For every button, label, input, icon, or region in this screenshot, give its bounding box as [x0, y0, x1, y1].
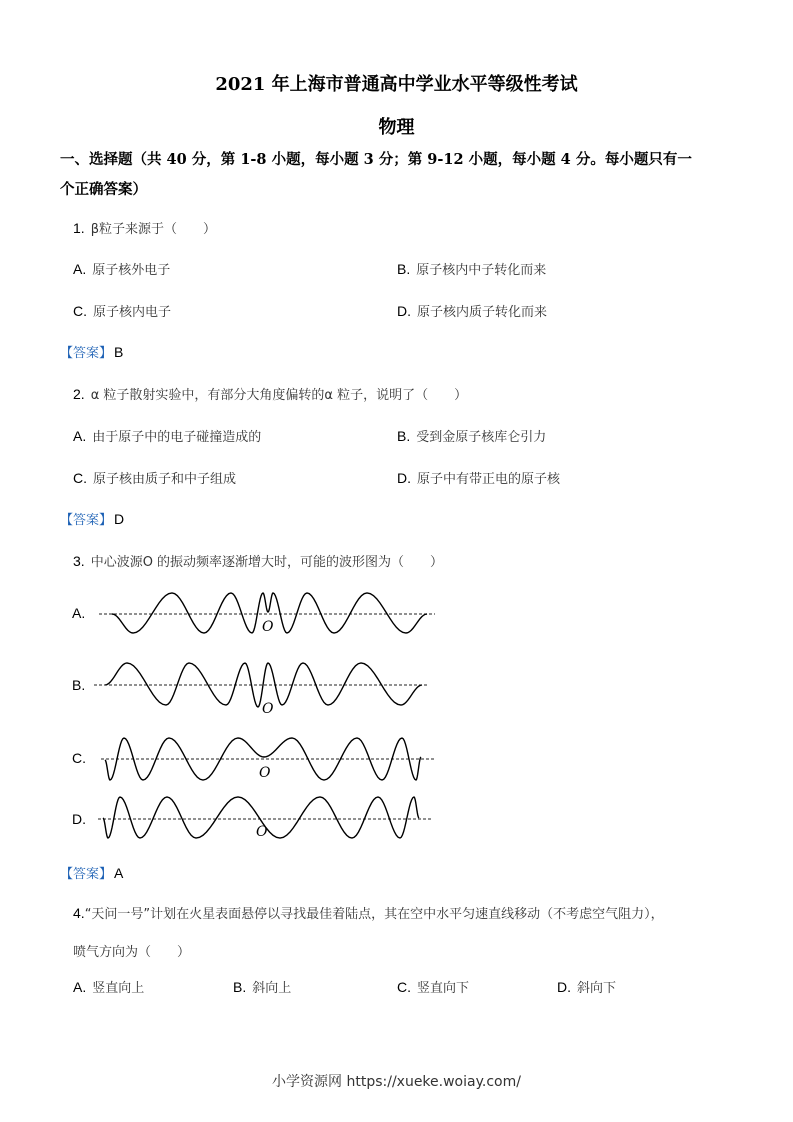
question-number: 1.: [73, 220, 85, 236]
q3-answer: [60, 863, 123, 882]
q4-option-b: [233, 977, 291, 996]
q4-option-c: [397, 977, 469, 996]
option-text: 原子核由质子和中子组成: [93, 472, 237, 487]
question-4-stem-line2: 喷气方向为（ ）: [73, 945, 191, 960]
option-letter: B.: [233, 979, 247, 995]
question-text: “天问一号”计划在火星表面悬停以寻找最佳着陆点，其在空中水平匀速直线移动（不考虑空气阻力），: [84, 907, 664, 922]
question-number: 3.: [73, 553, 85, 569]
option-letter: C.: [73, 470, 87, 486]
figure-label-d: D.: [72, 811, 86, 827]
answer-value: D: [114, 511, 125, 527]
figure-label-c: C.: [72, 750, 86, 766]
option-text: 原子中有带正电的原子核: [417, 472, 561, 487]
question-text: β粒子来源于（ ）: [90, 222, 216, 237]
option-text: 受到金原子核库仑引力: [416, 430, 547, 445]
option-letter: A.: [73, 261, 87, 277]
origin-label-d: O: [256, 824, 268, 840]
option-letter: B.: [397, 261, 411, 277]
figure-label-b: B.: [72, 677, 86, 693]
option-letter: C.: [397, 979, 411, 995]
subject-title: 物理: [378, 117, 415, 138]
option-text: 斜向上: [252, 981, 292, 996]
option-text: 竖直向下: [417, 981, 470, 996]
footer-watermark: 小学资源网 https://xueke.woiay.com/: [272, 1074, 521, 1090]
option-text: 由于原子中的电子碰撞造成的: [92, 430, 262, 445]
option-text: 原子核内电子: [93, 305, 172, 320]
question-text: 中心波源O 的振动频率逐渐增大时，可能的波形图为（ ）: [90, 555, 444, 570]
answer-tag: 【答案】: [60, 867, 113, 882]
figure-label-a: A.: [72, 605, 86, 621]
option-letter: D.: [557, 979, 571, 995]
q4-option-d: [557, 977, 616, 996]
exam-title: 2021 年上海市普通高中学业水平等级性考试: [215, 74, 578, 95]
answer-tag: 【答案】: [60, 513, 113, 528]
option-text: 原子核内质子转化而来: [417, 305, 548, 320]
origin-label-c: O: [259, 765, 271, 781]
answer-value: B: [114, 344, 124, 360]
origin-label-b: O: [262, 701, 274, 717]
section-header-line1: 一、选择题（共 40 分，第 1-8 小题，每小题 3 分；第 9-12 小题，每小题 4 分。每小题只有一: [60, 151, 692, 168]
question-number: 2.: [73, 386, 85, 402]
answer-tag: 【答案】: [60, 346, 113, 361]
question-text: α 粒子散射实验中，有部分大角度偏转的α 粒子，说明了（ ）: [90, 388, 468, 403]
origin-label-a: O: [262, 619, 274, 635]
option-text: 竖直向上: [92, 981, 145, 996]
q4-option-a: [73, 977, 144, 996]
option-letter: D.: [397, 303, 411, 319]
option-text: 斜向下: [577, 981, 617, 996]
option-letter: A.: [73, 428, 87, 444]
option-letter: A.: [73, 979, 87, 995]
section-header-line2: 个正确答案）: [60, 181, 147, 198]
question-number: 4.: [73, 905, 85, 921]
option-letter: D.: [397, 470, 411, 486]
option-text: 原子核外电子: [92, 263, 171, 278]
option-letter: C.: [73, 303, 87, 319]
option-text: 原子核内中子转化而来: [416, 263, 547, 278]
answer-value: A: [114, 865, 124, 881]
option-letter: B.: [397, 428, 411, 444]
question-4-stem-line1: [73, 903, 664, 922]
